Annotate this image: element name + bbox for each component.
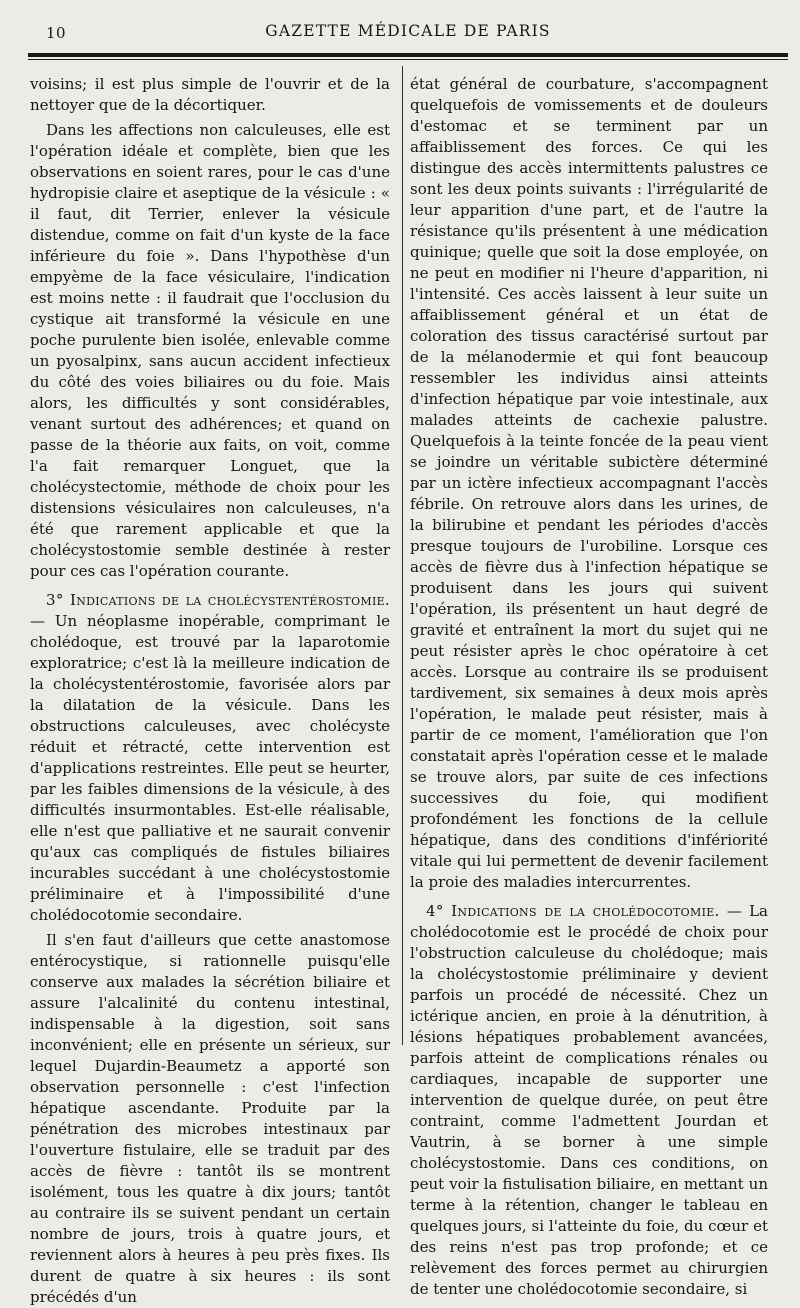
heading-dash: — [719, 902, 750, 920]
paragraph: Il s'en faut d'ailleurs que cette anastomose entérocystique, si rationnelle puisqu'elle conserve aux malades la sécrétion biliaire et assure l'alcalinité du contenu intestinal, indispensable à la digestion, soit sans inconvénient; elle en présente un sérieux, sur lequel Dujardin-Beaumetz a apporté son observation personnelle : c'est l'infection hépatique ascendante. Produite par la pénétration des microbes intestinaux par l'ouverture fistulaire, elle se traduit par des accès de fièvre : tantôt ils se montrent isolément, tous les quatre à dix jours; tantôt au contraire ils se suivent pendant un certain nombre de jours, trois à quatre jours, et reviennent alors à heures à peu près fixes. Ils durent de quatre à six heures : ils sont précédés d'un [30, 931, 390, 1306]
heading-dash: — [30, 612, 55, 630]
section-heading: 3° Indications de la cholécystentérostomie. [46, 591, 390, 609]
header-rule-thin [28, 59, 788, 60]
paragraph-text: La cholédocotomie est le procédé de choix pour l'obstruction calculeuse du cholédoque; mais la cholécystostomie préliminaire y devient parfois un procédé de nécessité. Chez un ictérique ancien, en proie à la dénutrition, à lésions hépatiques probablement avancées, parfois atteint de complications rénales ou cardiaques, incapable de supporter une intervention de quelque durée, on peut être contraint, comme l'admettent Jourdan et Vautrin, à se borner à une simple cholécystostomie. Dans ces conditions, on peut voir la fistulisation biliaire, en mettant un terme à la rétention, changer le tableau en quelques jours, si l'atteinte du foie, du cœur et des reins n'est pas trop profonde; et ce relèvement des forces permet au chirurgien de tenter une cholédocotomie secondaire, si [410, 902, 768, 1298]
paragraph: Dans les affections non calculeuses, elle est l'opération idéale et complète, bien que les observations en soient rares, pour le cas d'une hydropisie claire et aseptique de la vésicule : « il faut, dit Terrier, enlever la vésicule distendue, comme on fait d'un kyste de la face inférieure du foie ». Dans l'hypothèse d'un empyème de la face vésiculaire, l'indication est moins nette : il faudrait que l'occlusion du cystique ait transformé la vésicule en une poche purulente bien isolée, enlevable comme un pyosalpinx, sans aucun accident infectieux du côté des voies biliaires ou du foie. Mais alors, les difficultés y sont considérables, venant surtout des adhérences; et quand on passe de la théorie aux faits, on voit, comme l'a fait remarquer Longuet, que la cholécystectomie, méthode de choix pour les distensions vésiculaires non calculeuses, n'a été que rarement applicable et que la cholécystostomie semble destinée à rester pour ces cas l'opération courante. [30, 121, 390, 580]
page-header [30, 14, 786, 48]
header-rule [28, 53, 788, 57]
left-column [30, 74, 390, 1306]
right-column [410, 74, 768, 1298]
journal-title: GAZETTE MÉDICALE DE PARIS [265, 22, 551, 40]
section-4-paragraph [410, 901, 768, 1300]
paragraph: état général de courbature, s'accompagnent quelquefois de vomissements et de douleurs d'estomac et se terminent par un affaiblissement des forces. Ce qui les distingue des accès intermittents palustres ce sont les deux points suivants : l'irrégularité de leur apparition d'une part, et de l'autre la résistance qu'ils présentent à une médication quinique; quelle que soit la dose employée, on ne peut en modifier ni l'heure d'apparition, ni l'intensité. Ces accès laissent à leur suite un affaiblissement général et un état de coloration des tissus caractérisé surtout par de la mélanodermie et qui font beaucoup ressembler les individus ainsi atteints d'infection hépatique par voie intestinale, aux malades atteints de cachexie palustre. Quelquefois à la teinte foncée de la peau vient se joindre un véritable subictère déterminé par un ictère infectieux accompagnant l'accès fébrile. On retrouve alors dans les urines, de la bilirubine et pendant les périodes d'accès presque toujours de l'urobiline. Lorsque ces accès de fièvre dus à l'infection hépatique se produisent dans les jours qui suivent l'opération, ils présentent un haut degré de gravité et entraînent la mort du sujet qui ne peut résister après le choc opératoire à cet accès. Lorsque au contraire ils se produisent tardivement, six semaines à deux mois après l'opération, le malade peut résister, mais à partir de ce moment, l'amélioration que l'on constatait après l'opération cesse et le malade se trouve alors, par suite de ces infections successives du foie, qui modifient profondément les fonctions de la cellule hépatique, dans des conditions d'infériorité vitale qui lui permettent de devenir facilement la proie des maladies intercurrentes. [410, 75, 768, 891]
section-heading: 4° Indications de la cholédocotomie. [426, 902, 720, 920]
column-divider [402, 66, 403, 1045]
page-number: 10 [46, 24, 67, 42]
paragraph-text: Un néoplasme inopérable, comprimant le cholédoque, est trouvé par la laparotomie exploratrice; c'est là la meilleure indication de la cholécystentérostomie, favorisée alors par la dilatation de la vésicule. Dans les obstructions calculeuses, avec cholécyste réduit et rétracté, cette intervention est d'applications restreintes. Elle peut se heurter, par les faibles dimensions de la vésicule, à des difficultés insurmontables. Est-elle réalisable, elle n'est que palliative et ne saurait convenir qu'aux cas compliqués de fistules biliaires incurables succédant à une cholécystostomie préliminaire et à l'impossibilité d'une cholédocotomie secondaire. [30, 612, 390, 924]
paragraph: voisins; il est plus simple de l'ouvrir et de la nettoyer que de la décortiquer. [30, 75, 390, 114]
section-3-paragraph [30, 590, 390, 926]
